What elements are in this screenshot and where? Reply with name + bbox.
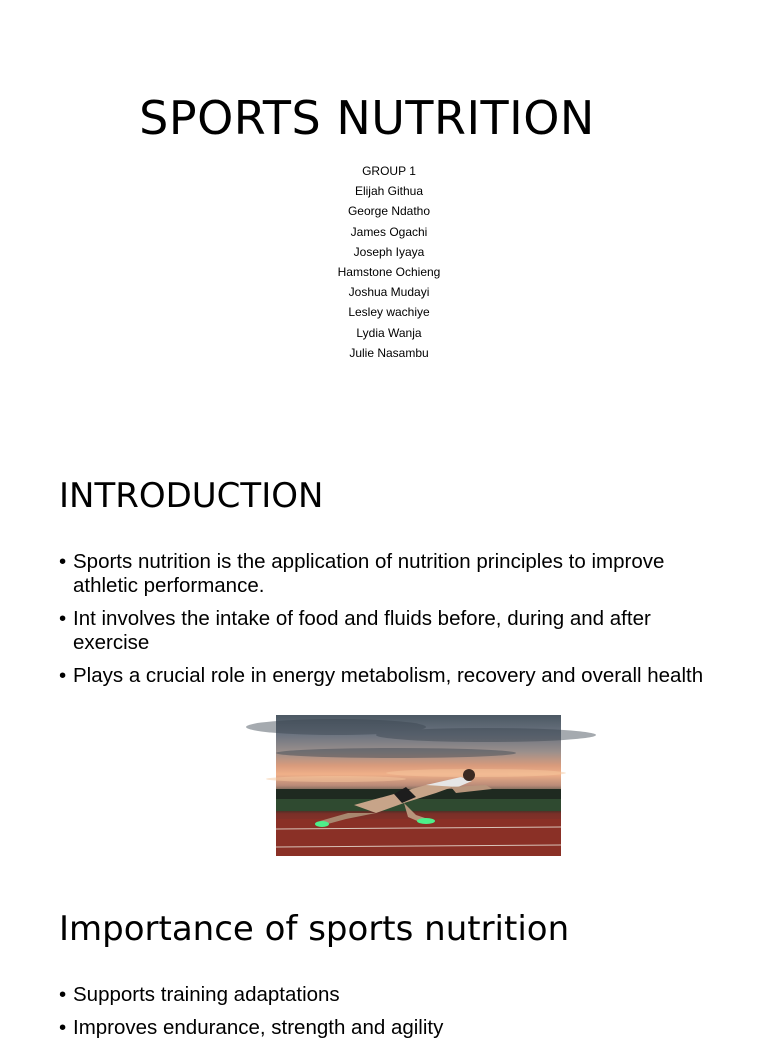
bullet-text: Int involves the intake of food and fluids before, during and after exercise <box>73 607 651 654</box>
member-name: George Ndatho <box>347 204 431 219</box>
introduction-bullets <box>59 550 719 697</box>
group-label: GROUP 1 <box>362 164 416 178</box>
group-members-list <box>0 161 778 363</box>
bullet-dot: • <box>59 664 67 687</box>
introduction-heading: INTRODUCTION <box>59 476 324 516</box>
member-name: Joshua Mudayi <box>348 285 430 300</box>
bullet-text: Improves endurance, strength and agility <box>73 1016 444 1039</box>
bullet-item <box>59 983 719 1007</box>
bullet-dot: • <box>59 983 67 1006</box>
bullet-item <box>59 550 719 598</box>
member-name: Julie Nasambu <box>349 345 429 360</box>
bullet-dot: • <box>59 1016 67 1039</box>
member-name: Hamstone Ochieng <box>337 265 441 280</box>
bullet-item <box>59 1016 719 1040</box>
member-name: James Ogachi <box>350 224 428 239</box>
importance-bullets <box>59 983 719 1049</box>
bullet-dot: • <box>59 607 67 630</box>
member-name: Elijah Githua <box>354 184 424 199</box>
member-name: Joseph Iyaya <box>353 244 425 259</box>
sprinter-photo <box>276 715 561 856</box>
member-name: Lydia Wanja <box>356 325 422 340</box>
bullet-dot: • <box>59 550 67 573</box>
member-name: Lesley wachiye <box>348 305 430 320</box>
bullet-item <box>59 607 719 655</box>
bullet-text: Supports training adaptations <box>73 983 340 1006</box>
bullet-text: Sports nutrition is the application of nutrition principles to improve athletic performance. <box>73 550 665 597</box>
importance-heading: Importance of sports nutrition <box>59 909 570 949</box>
bullet-item <box>59 664 719 688</box>
bullet-text: Plays a crucial role in energy metabolism, recovery and overall health <box>73 664 704 687</box>
main-title: SPORTS NUTRITION <box>139 91 595 145</box>
